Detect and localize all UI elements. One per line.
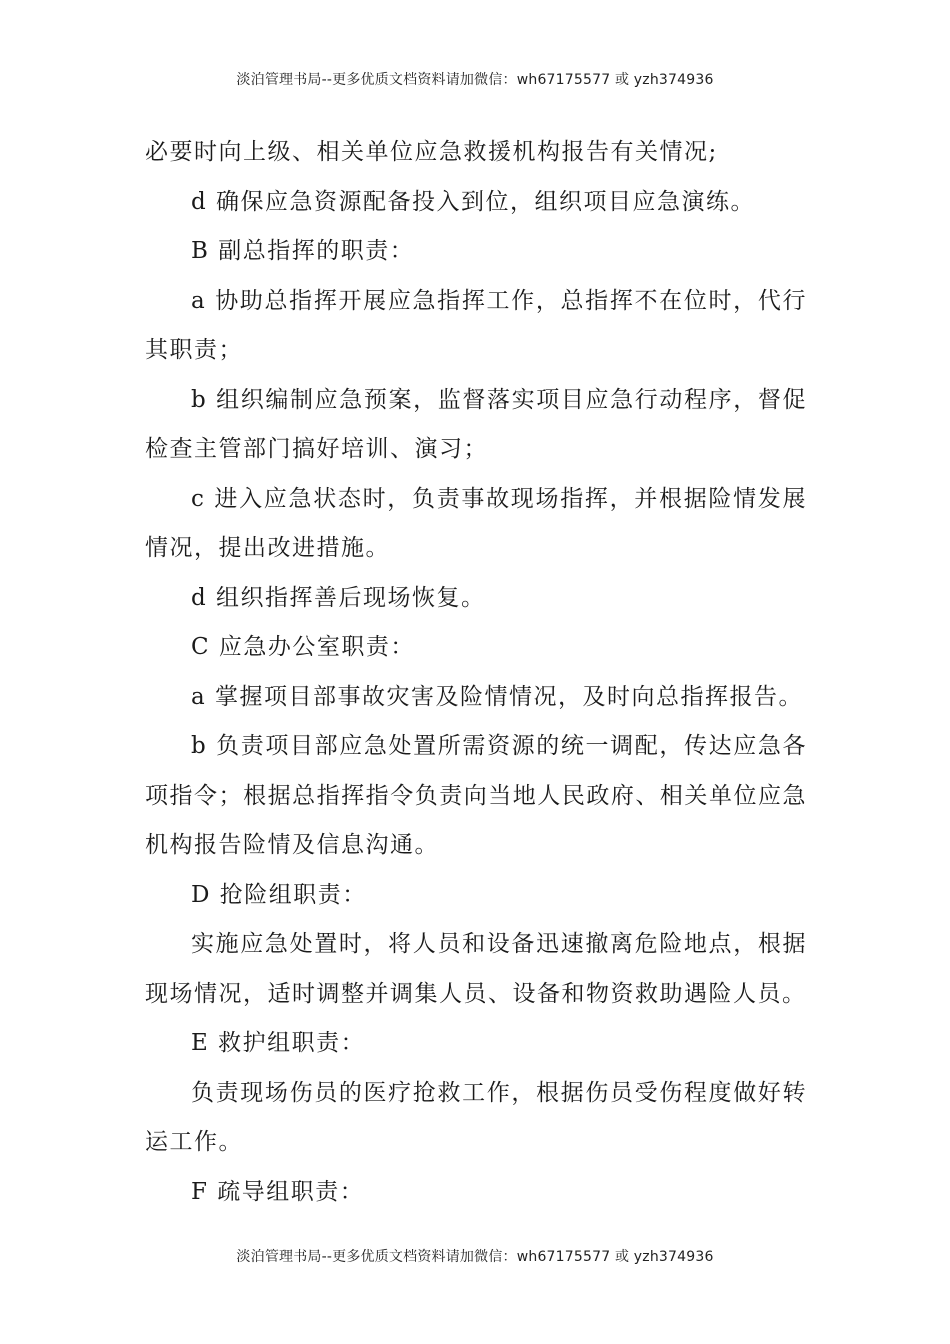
document-body [145,128,807,1217]
paragraph: d 组织指挥善后现场恢复。 [191,584,486,611]
paragraph: b 负责项目部应急处置所需资源的统一调配，传达应急各项指令；根据总指挥指令负责向当地人民政府、相关单位应急机构报告险情及信息沟通。 [145,733,807,858]
paragraph: d 确保应急资源配备投入到位，组织项目应急演练。 [191,188,756,215]
section-heading-c: C 应急办公室职责： [191,634,415,660]
section-heading-f: F 疏导组职责： [191,1178,365,1205]
paragraph-continuation: 必要时向上级、相关单位应急救援机构报告有关情况; [145,139,718,165]
page-header: 淡泊管理书局--更多优质文档资料请加微信：wh67175577 或 yzh374936 [236,72,714,88]
paragraph: a 协助总指挥开展应急指挥工作，总指挥不在位时，代行其职责； [145,287,807,363]
section-heading-b: B 副总指挥的职责： [191,238,415,264]
section-heading-e: E 救护组职责： [191,1030,366,1056]
paragraph: a 掌握项目部事故灾害及险情情况，及时向总指挥报告。 [191,683,804,710]
paragraph: 实施应急处置时，将人员和设备迅速撤离危险地点，根据现场情况，适时调整并调集人员、设备和物资救助遇险人员。 [145,931,807,1007]
page-footer: 淡泊管理书局--更多优质文档资料请加微信：wh67175577 或 yzh374936 [236,1249,714,1265]
paragraph: c 进入应急状态时，负责事故现场指挥，并根据险情发展情况，提出改进措施。 [145,485,807,561]
paragraph: b 组织编制应急预案，监督落实项目应急行动程序，督促检查主管部门搞好培训、演习； [145,386,807,462]
section-heading-d: D 抢险组职责： [191,881,367,908]
paragraph: 负责现场伤员的医疗抢救工作，根据伤员受伤程度做好转运工作。 [145,1079,807,1155]
